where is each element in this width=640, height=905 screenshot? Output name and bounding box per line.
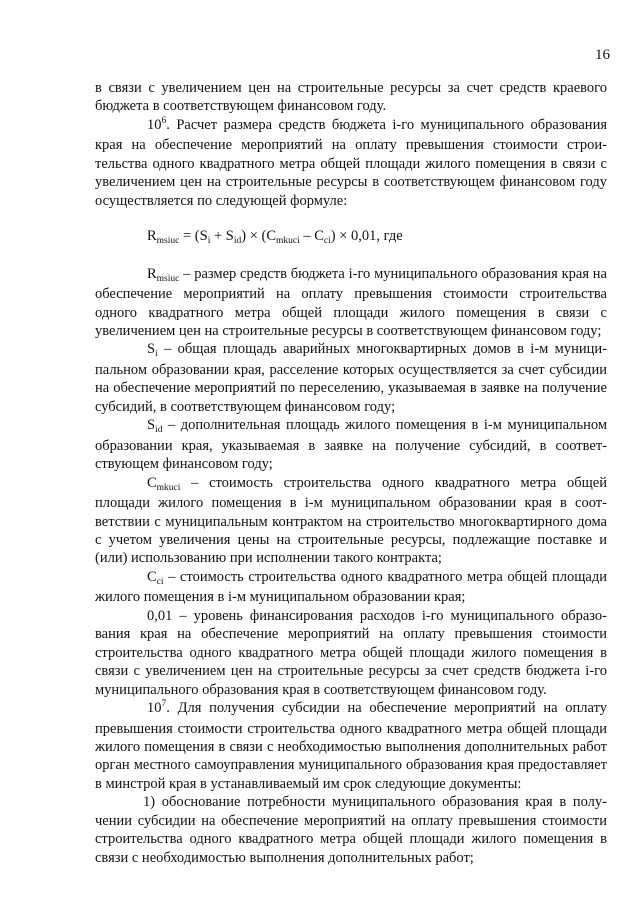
paragraph-intro: в связи с увеличением цен на строительные ресурсы за счет средств краевого бюджета в соответствующем финансовом году. bbox=[95, 80, 607, 115]
paragraph-10-7 bbox=[95, 699, 607, 793]
definition-s-i bbox=[95, 340, 607, 416]
formula bbox=[147, 227, 607, 247]
clause-text: . Расчет размера средств бюджета i-го муниципального образования края на обеспечение мероприятий на оплату превышения стоимости строительства одного квадратного метра общей площади жилого помещения в связи с увеличением цен на строительные ресурсы в соответствующем финансовом году осуществляется по следующей формуле: bbox=[95, 116, 607, 209]
definition-subscript: ci bbox=[156, 576, 164, 587]
clause-number: 10 bbox=[147, 116, 162, 133]
definition-text: – общая площадь аварийных многоквартирных домов в i-м муниципальном образовании края, расселение которых осуществляется за счет субсидии на обеспечение мероприятий по переселению, указываемая в заявке на получение субсидий, в соответствующем финансовом году; bbox=[95, 341, 607, 415]
formula-subscript: mkuci bbox=[276, 236, 300, 247]
definition-symbol: S bbox=[147, 417, 156, 434]
formula-part: ) × (C bbox=[241, 228, 276, 245]
definition-symbol: S bbox=[147, 341, 156, 358]
definition-r-msiuc bbox=[95, 265, 607, 341]
definition-symbol: R bbox=[147, 265, 157, 282]
formula-lhs-subscript: msiuc bbox=[156, 236, 180, 247]
definition-s-id bbox=[95, 416, 607, 473]
formula-part: ) × 0,01, где bbox=[330, 228, 403, 245]
definition-text: – стоимость строительства одного квадратного метра общей площади жилого помещения в i-м муниципальном образовании края; bbox=[95, 568, 607, 606]
formula-part: – C bbox=[299, 228, 324, 245]
definition-symbol: C bbox=[147, 568, 157, 585]
definition-0-01: 0,01 – уровень финансирования расходов i-го муниципального образования края на обеспечение мероприятий на оплату превышения стоимости строительства одного квадратного метра общей площади жилого помещения в связи с увеличением цен на строительные ресурсы за счет средств бюджета i-го муниципального образования края в соответствующем финансовом году. bbox=[95, 607, 607, 698]
formula-subscript: i bbox=[207, 236, 211, 247]
paragraph-10-6 bbox=[95, 116, 607, 210]
clause-superscript: 7 bbox=[161, 699, 167, 710]
formula-part: + S bbox=[210, 228, 234, 245]
list-item-1: 1) обоснование потребности муниципального образования края в получении субсидии на обеспечение мероприятий на оплату превышения стоимости строительства одного квадратного метра общей площади жилого помещения в связи с необходимостью выполнения дополнительных работ; bbox=[95, 794, 607, 866]
definition-text: – дополнительная площадь жилого помещения в i-м муниципальном образовании края, указываемая в заявке на получение субсидий, в соответствующем финансовом году; bbox=[95, 417, 607, 473]
formula-part: = (S bbox=[179, 228, 208, 245]
definition-subscript: i bbox=[155, 349, 158, 360]
definition-text: – стоимость строительства одного квадратного метра общей площади жилого помещения в i-м муниципальном образовании края в соответствии с муниципальным контрактом на строительство многоквартирного дома с учетом увеличения цены на строительные ресурсы, подлежащие поставке и (или) использованию при исполнении такого контракта; bbox=[95, 474, 607, 567]
definition-subscript: id bbox=[155, 425, 163, 436]
definition-subscript: mkuci bbox=[156, 482, 181, 493]
definition-c-mkuci bbox=[95, 474, 607, 568]
formula-lhs: R bbox=[147, 228, 157, 245]
document-body bbox=[95, 79, 607, 867]
clause-number: 10 bbox=[147, 700, 162, 717]
page-number: 16 bbox=[595, 47, 610, 63]
definition-subscript: msiuc bbox=[156, 273, 180, 284]
clause-superscript: 6 bbox=[161, 115, 167, 126]
definition-text: – размер средств бюджета i-го муниципального образования края на обеспечение мероприятий на оплату превышения стоимости строительства одного квадратного метра общей площади жилого помещения в связи с увеличением цен на строительные ресурсы в соответствующем финансовом году; bbox=[95, 265, 607, 339]
clause-text: . Для получения субсидии на обеспечение мероприятий на оплату превышения стоимости строительства одного квадратного метра общей площади жилого помещения в связи с необходимостью выполнения дополнительных работ орган местного самоуправления муниципального образования края предоставляет в минстрой края в устанавливаемый им срок следующие документы: bbox=[95, 700, 607, 792]
formula-subscript: id bbox=[233, 236, 242, 247]
formula-subscript: ci bbox=[323, 236, 331, 247]
definition-symbol: C bbox=[147, 474, 157, 491]
definition-c-ci bbox=[95, 568, 607, 607]
